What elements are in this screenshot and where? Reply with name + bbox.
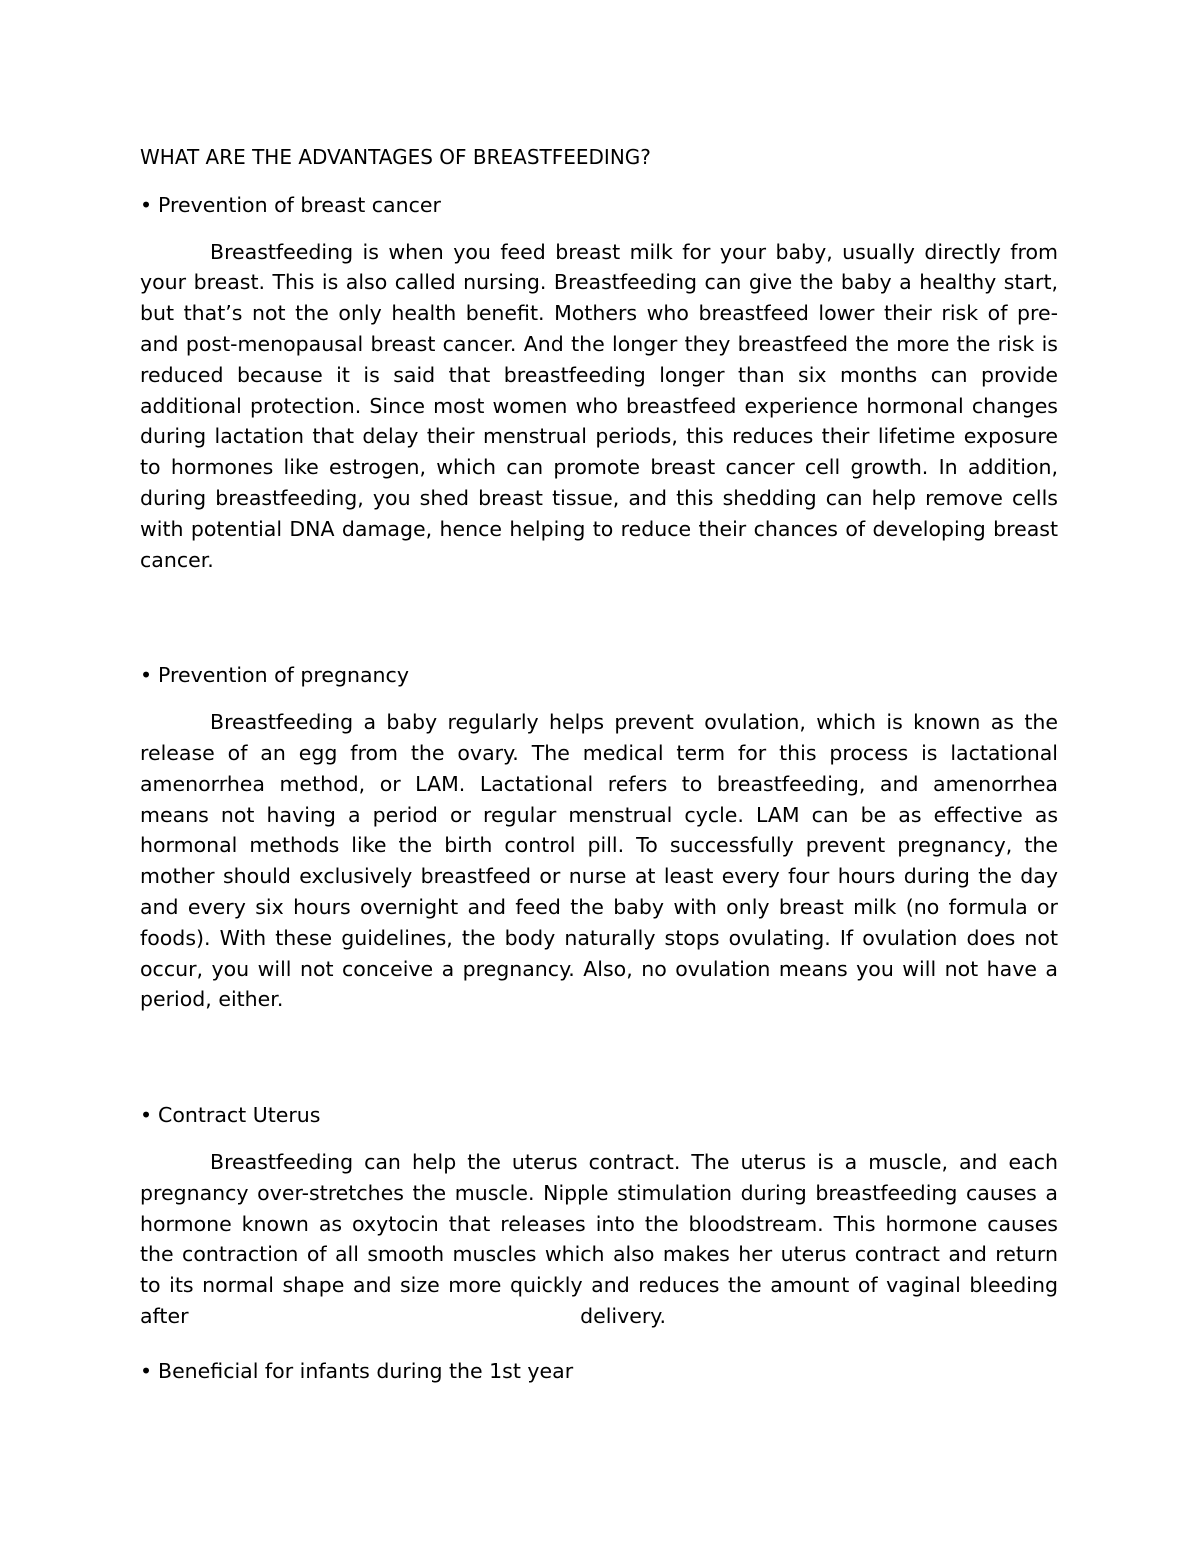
section-paragraph-tail [140,1301,666,1332]
bullet-icon: • [140,192,153,217]
section-paragraph-breast-cancer: Breastfeeding is when you feed breast milk for your baby, usually directly from your breast. This is also called nursing. Breastfeeding can give the baby a healthy start, but that’s not the only health benefit. Mothers who breastfeed lower their risk of pre- and post-menopausal breast cancer. And the longer they breastfeed the more the risk is reduced because it is said that breastfeeding longer than six months can provide additional protection. Since most women who breastfeed experience hormonal changes during lactation that delay their menstrual periods, this reduces their lifetime exposure to hormones like estrogen, which can promote breast cancer cell growth. In addition, during breastfeeding, you shed breast tissue, and this shedding can help remove cells with potential DNA damage, hence helping to reduce their chances of developing breast cancer. [140,239,1058,572]
section-heading-pregnancy [140,660,1058,691]
section-heading-breast-cancer [140,190,1058,221]
bullet-icon: • [140,663,153,688]
section-paragraph-contract-uterus: Breastfeeding can help the uterus contract. The uterus is a muscle, and each pregnancy over-stretches the muscle. Nipple stimulation during breastfeeding causes a hormone known as oxytocin that releases into the bloodstream. This hormone causes the contraction of all smooth muscles which also makes her uterus contract and return to its normal shape and size more quickly and reduces the amount of vaginal bleeding [140,1149,1058,1298]
section-heading-label: Prevention of pregnancy [158,663,409,688]
bullet-icon: • [140,1103,153,1128]
spacer [140,1332,1058,1356]
section-paragraph-pregnancy: Breastfeeding a baby regularly helps prevent ovulation, which is known as the release of an egg from the ovary. The medical term for this process is lactational amenorrhea method, or LAM. Lactational refers to breastfeeding, and amenorrhea means not having a period or regular menstrual cycle. LAM can be as effective as hormonal methods like the birth control pill. To successfully prevent pregnancy, the mother should exclusively breastfeed or nurse at least every four hours during the day and every six hours overnight and feed the baby with only breast milk (no formula or foods). With these guidelines, the body naturally stops ovulating. If ovulation does not occur, you will not conceive a pregnancy. Also, no ovulation means you will not have a period, either. [140,710,1058,1012]
section-heading-infants [140,1356,1058,1387]
tail-word-right: delivery. [580,1303,666,1328]
section-heading-label: Prevention of breast cancer [158,192,441,217]
spacer [140,575,1058,660]
document-page [140,142,1058,1403]
section-heading-label: Beneficial for infants during the 1st year [158,1358,574,1383]
spacer [140,1015,1058,1100]
section-heading-contract-uterus [140,1100,1058,1131]
tail-word-left: after [140,1303,189,1328]
section-heading-label: Contract Uterus [158,1103,321,1128]
bullet-icon: • [140,1358,153,1383]
document-title: WHAT ARE THE ADVANTAGES OF BREASTFEEDING? [140,145,651,169]
